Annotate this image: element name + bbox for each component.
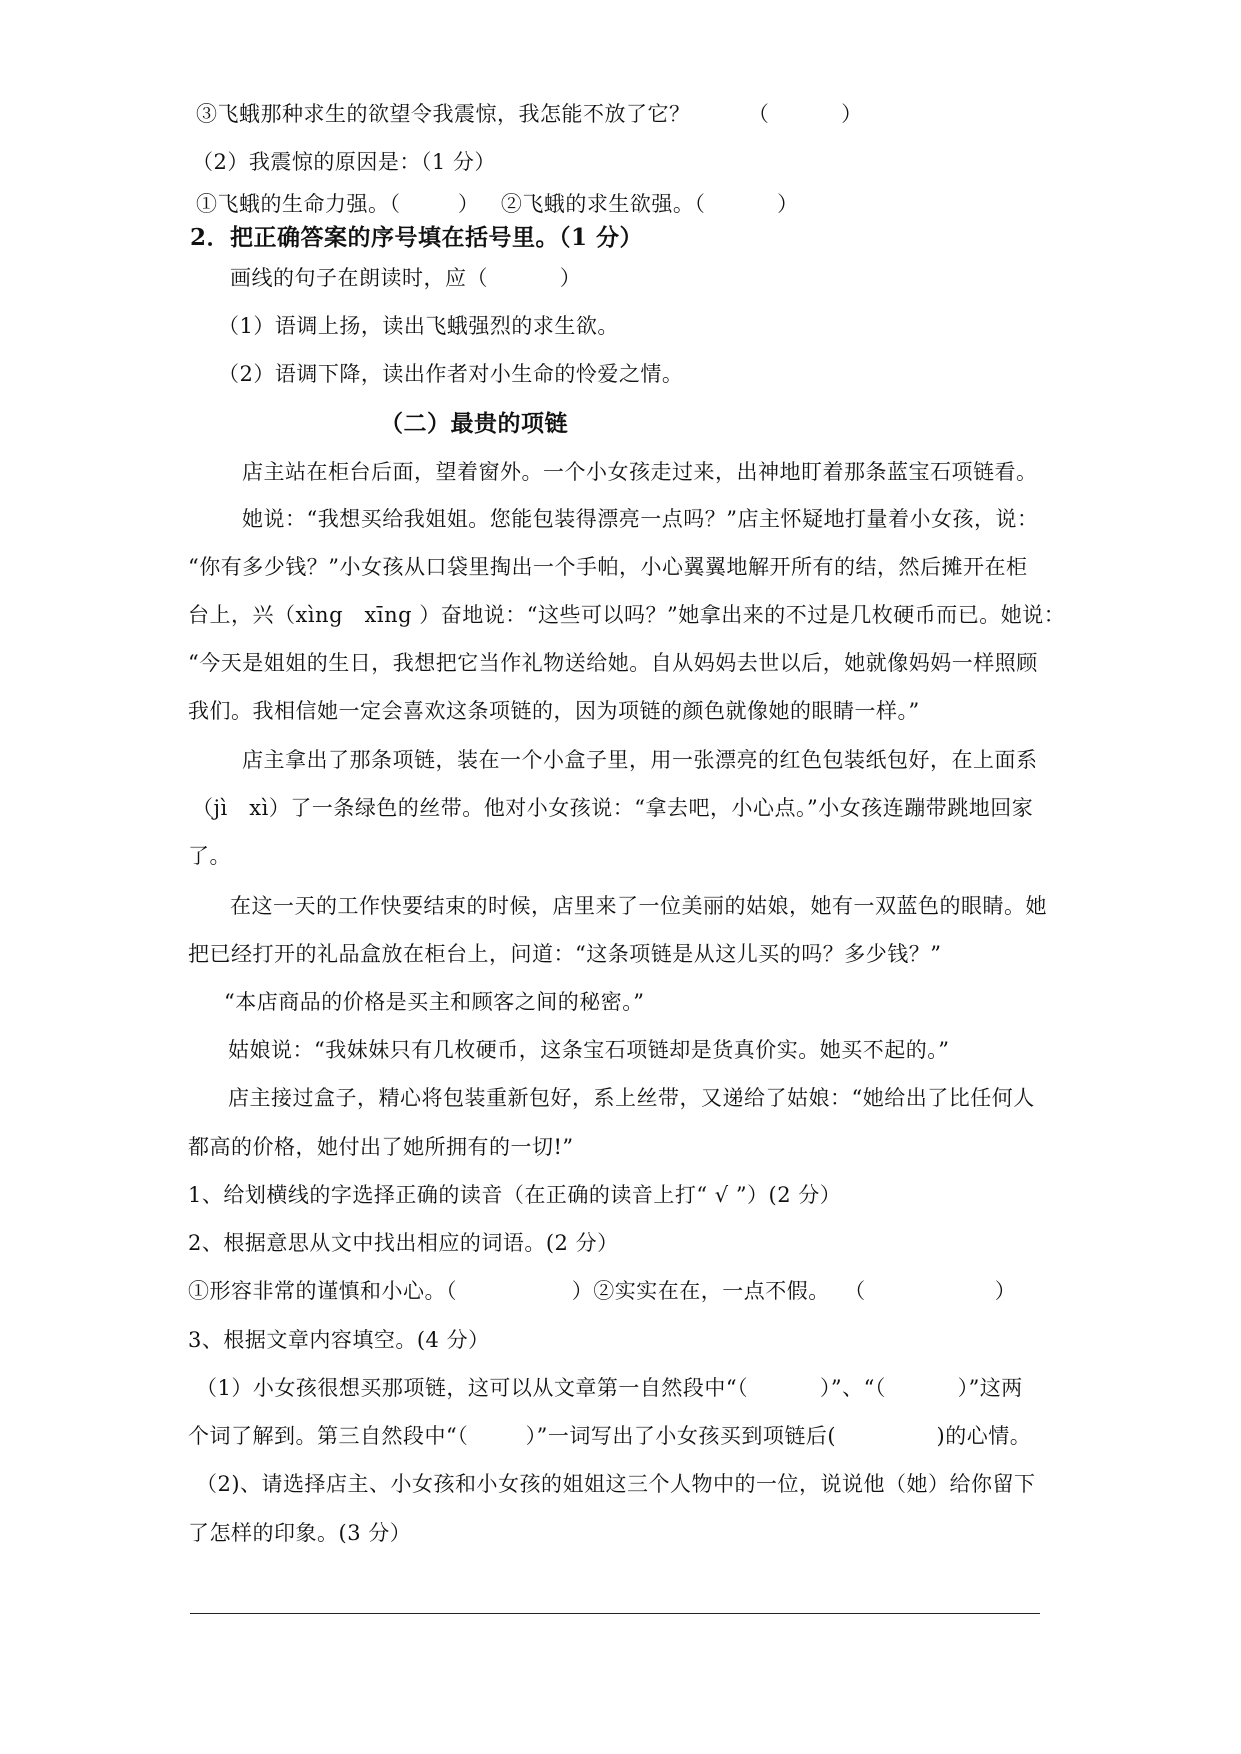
story-line: “本店商品的价格是买主和顾客之间的秘密。” <box>224 990 645 1014</box>
answer-line <box>190 1613 1040 1614</box>
question-2-title: 2．把正确答案的序号填在括号里。（1 分） <box>190 224 644 251</box>
question-2-prompt: 画线的句子在朗读时，应（ ） <box>230 266 582 290</box>
story-line: 店主拿出了那条项链，装在一个小盒子里，用一张漂亮的红色包装纸包好，在上面系 <box>242 748 1038 772</box>
question-2-option-1: （1）语调上扬，读出飞蛾强烈的求生欲。 <box>218 314 619 338</box>
reason-options: ①飞蛾的生命力强。（ ） ②飞蛾的求生欲强。（ ） <box>196 192 799 216</box>
impression-question: 了怎样的印象。(3 分） <box>188 1521 412 1545</box>
story-line: 在这一天的工作快要结束的时候，店里来了一位美丽的姑娘，她有一双蓝色的眼睛。她 <box>230 894 1047 918</box>
story-line: “今天是姐姐的生日，我想把它当作礼物送给她。自从妈妈去世以后，她就像妈妈一样照顾 <box>188 651 1038 675</box>
story-line: 台上，兴（xìng xīng ）奋地说：“这些可以吗？”她拿出来的不过是几枚硬币而已。她说： <box>188 603 1066 627</box>
question-2-option-2: （2）语调下降，读出作者对小生命的怜爱之情。 <box>218 362 684 386</box>
q3-item: ③飞蛾那种求生的欲望令我震惊，我怎能不放了它？ （ ） <box>196 102 863 126</box>
story-line: 店主站在柜台后面，望着窗外。一个小女孩走过来，出神地盯着那条蓝宝石项链看。 <box>242 460 1038 484</box>
find-words-items: ①形容非常的谨慎和小心。（ ）②实实在在，一点不假。 （ ） <box>188 1279 1017 1303</box>
fill-blank-line: （1）小女孩很想买那项链，这可以从文章第一自然段中“（ ）”、“（ ）”这两 <box>196 1376 1023 1400</box>
story-line: 了。 <box>188 844 231 868</box>
story-line: 都高的价格，她付出了她所拥有的一切!” <box>188 1135 574 1159</box>
reason-question: （2）我震惊的原因是：（1 分） <box>192 150 496 174</box>
story-line: 把已经打开的礼品盒放在柜台上，问道：“这条项链是从这儿买的吗？多少钱？” <box>188 942 942 966</box>
story-line: 店主接过盒子，精心将包装重新包好，系上丝带，又递给了姑娘：“她给出了比任何人 <box>228 1086 1035 1110</box>
fill-blank-line: 个词了解到。第三自然段中“（ ）”一词写出了小女孩买到项链后( )的心情。 <box>188 1424 1032 1448</box>
story-line: （jì xì）了一条绿色的丝带。他对小女孩说：“拿去吧，小心点。”小女孩连蹦带跳地回家 <box>192 796 1034 820</box>
story-line: “你有多少钱？”小女孩从口袋里掏出一个手帕，小心翼翼地解开所有的结，然后摊开在柜 <box>188 555 1028 579</box>
story-line: 我们。我相信她一定会喜欢这条项链的，因为项链的颜色就像她的眼睛一样。” <box>188 699 920 723</box>
question-find-words: 2、根据意思从文中找出相应的词语。(2 分） <box>188 1231 619 1255</box>
question-fill-blanks: 3、根据文章内容填空。(4 分） <box>188 1328 490 1352</box>
story-line: 她说：“我想买给我姐姐。您能包装得漂亮一点吗？”店主怀疑地打量着小女孩，说： <box>242 507 1039 531</box>
question-pronunciation: 1、给划横线的字选择正确的读音（在正确的读音上打“ √ ”）(2 分） <box>188 1183 842 1207</box>
story-title: （二）最贵的项链 <box>380 410 568 437</box>
story-line: 姑娘说：“我妹妹只有几枚硬币，这条宝石项链却是货真价实。她买不起的。” <box>228 1038 950 1062</box>
impression-question: （2)、请选择店主、小女孩和小女孩的姐姐这三个人物中的一位，说说他（她）给你留下 <box>196 1472 1036 1496</box>
